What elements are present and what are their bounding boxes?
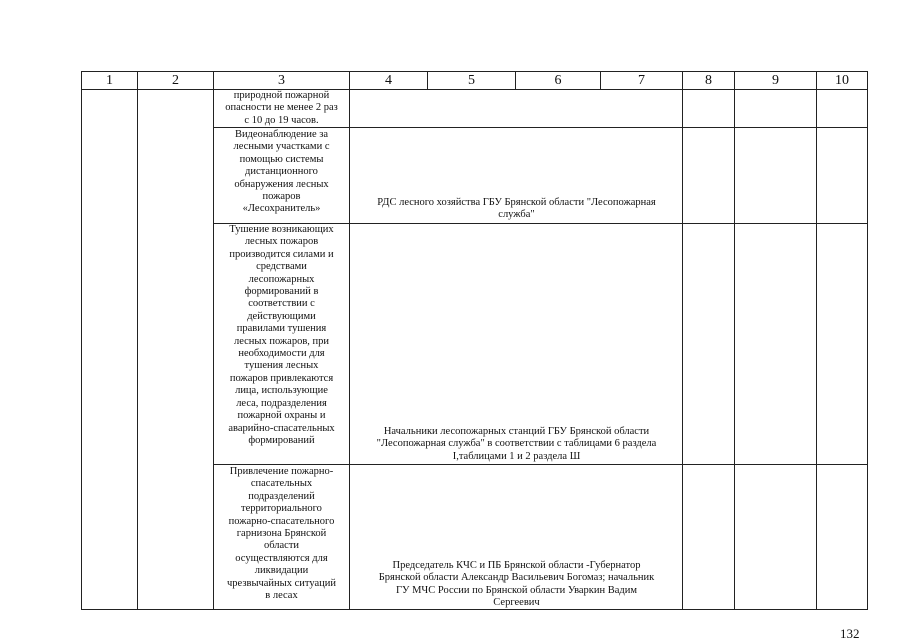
text-line: дистанционного bbox=[245, 166, 318, 178]
text-line: лесопожарных bbox=[248, 273, 315, 285]
column-number: 9 bbox=[772, 73, 779, 88]
text-line: формирований в bbox=[244, 286, 319, 298]
text-line: леса, подразделения bbox=[236, 397, 327, 409]
column-number: 5 bbox=[468, 73, 475, 88]
text-line: территориального bbox=[241, 503, 322, 515]
text-line: пожаров bbox=[262, 191, 301, 203]
text-line: средствами bbox=[256, 261, 307, 273]
text-line: помощью системы bbox=[239, 153, 324, 165]
responsible-text bbox=[351, 426, 682, 463]
measure-text bbox=[214, 224, 349, 447]
text-line: Видеонаблюдение за bbox=[234, 129, 329, 140]
text-line: пожаров привлекаются bbox=[229, 372, 334, 384]
col-border bbox=[816, 71, 817, 610]
col-border bbox=[349, 71, 350, 610]
text-line: служба" bbox=[498, 209, 535, 221]
text-line: с 10 до 19 часов. bbox=[244, 114, 319, 126]
responsible-text bbox=[351, 197, 682, 222]
text-line: ликвидации bbox=[254, 565, 309, 577]
measure-text bbox=[214, 90, 349, 127]
text-line: Привлечение пожарно- bbox=[229, 466, 334, 477]
text-line: гарнизона Брянской bbox=[236, 528, 327, 540]
text-line: необходимости для bbox=[238, 348, 325, 360]
text-line: Сергеевич bbox=[493, 597, 540, 609]
text-line: пожарной охраны и bbox=[237, 410, 326, 422]
text-line: Брянской области Александр Васильевич Богомаз; начальник bbox=[378, 572, 655, 584]
text-line: подразделений bbox=[248, 490, 315, 502]
text-line: формирований bbox=[248, 434, 315, 446]
text-line: Председатель КЧС и ПБ Брянской области -Губернатор bbox=[392, 560, 641, 571]
text-line: осуществляются для bbox=[235, 552, 328, 564]
text-line: ГУ МЧС России по Брянской области Уваркин Вадим bbox=[395, 584, 638, 596]
text-line: Тушение возникающих bbox=[229, 224, 334, 235]
row-divider bbox=[214, 464, 868, 465]
col-border bbox=[734, 71, 735, 610]
text-line: лесных пожаров bbox=[244, 236, 319, 248]
column-number: 8 bbox=[705, 73, 712, 88]
measure-text bbox=[214, 466, 349, 602]
text-line: "Лесопожарная служба" в соответствии с таблицами 6 раздела bbox=[376, 438, 657, 450]
col-border bbox=[137, 71, 138, 610]
text-line: природной пожарной bbox=[233, 90, 330, 101]
text-line: спасательных bbox=[250, 478, 313, 490]
text-line: в лесах bbox=[265, 590, 298, 602]
measure-text bbox=[214, 129, 349, 216]
text-line: опасности не менее 2 раз bbox=[225, 102, 338, 114]
text-line: действующими bbox=[247, 310, 316, 322]
responsible-text bbox=[351, 560, 682, 610]
text-line: Начальники лесопожарных станций ГБУ Брянской области bbox=[383, 426, 650, 437]
column-number: 2 bbox=[172, 73, 179, 88]
text-line: тушения лесных bbox=[244, 360, 319, 372]
col-border bbox=[867, 71, 868, 610]
column-number: 6 bbox=[554, 73, 562, 88]
page-number: 132 bbox=[840, 626, 860, 641]
column-number: 3 bbox=[278, 73, 285, 88]
text-line: лесных пожаров, при bbox=[233, 335, 330, 347]
text-line: аварийно-спасательных bbox=[228, 422, 335, 434]
text-line: обнаружения лесных bbox=[234, 178, 329, 190]
text-line: области bbox=[263, 540, 300, 552]
text-line: правилами тушения bbox=[236, 323, 327, 335]
col-border bbox=[682, 71, 683, 610]
row-divider bbox=[682, 127, 868, 128]
text-line: чрезвычайных ситуаций bbox=[227, 577, 336, 589]
text-line: соответствии с bbox=[248, 298, 315, 310]
text-line: I,таблицами 1 и 2 раздела Ш bbox=[452, 450, 581, 462]
column-number: 1 bbox=[106, 73, 113, 88]
text-line: пожарно-спасательного bbox=[228, 515, 335, 527]
text-line: РДС лесного хозяйства ГБУ Брянской области "Лесопожарная bbox=[377, 197, 656, 208]
text-line: лесными участками с bbox=[233, 141, 330, 153]
column-number: 7 bbox=[638, 73, 645, 88]
text-line: «Лесохранитель» bbox=[242, 203, 321, 215]
column-number: 10 bbox=[835, 73, 849, 88]
column-number: 4 bbox=[385, 73, 392, 88]
text-line: лица, использующие bbox=[235, 385, 328, 397]
text-line: производится силами и bbox=[229, 248, 334, 260]
col-border bbox=[81, 71, 82, 610]
